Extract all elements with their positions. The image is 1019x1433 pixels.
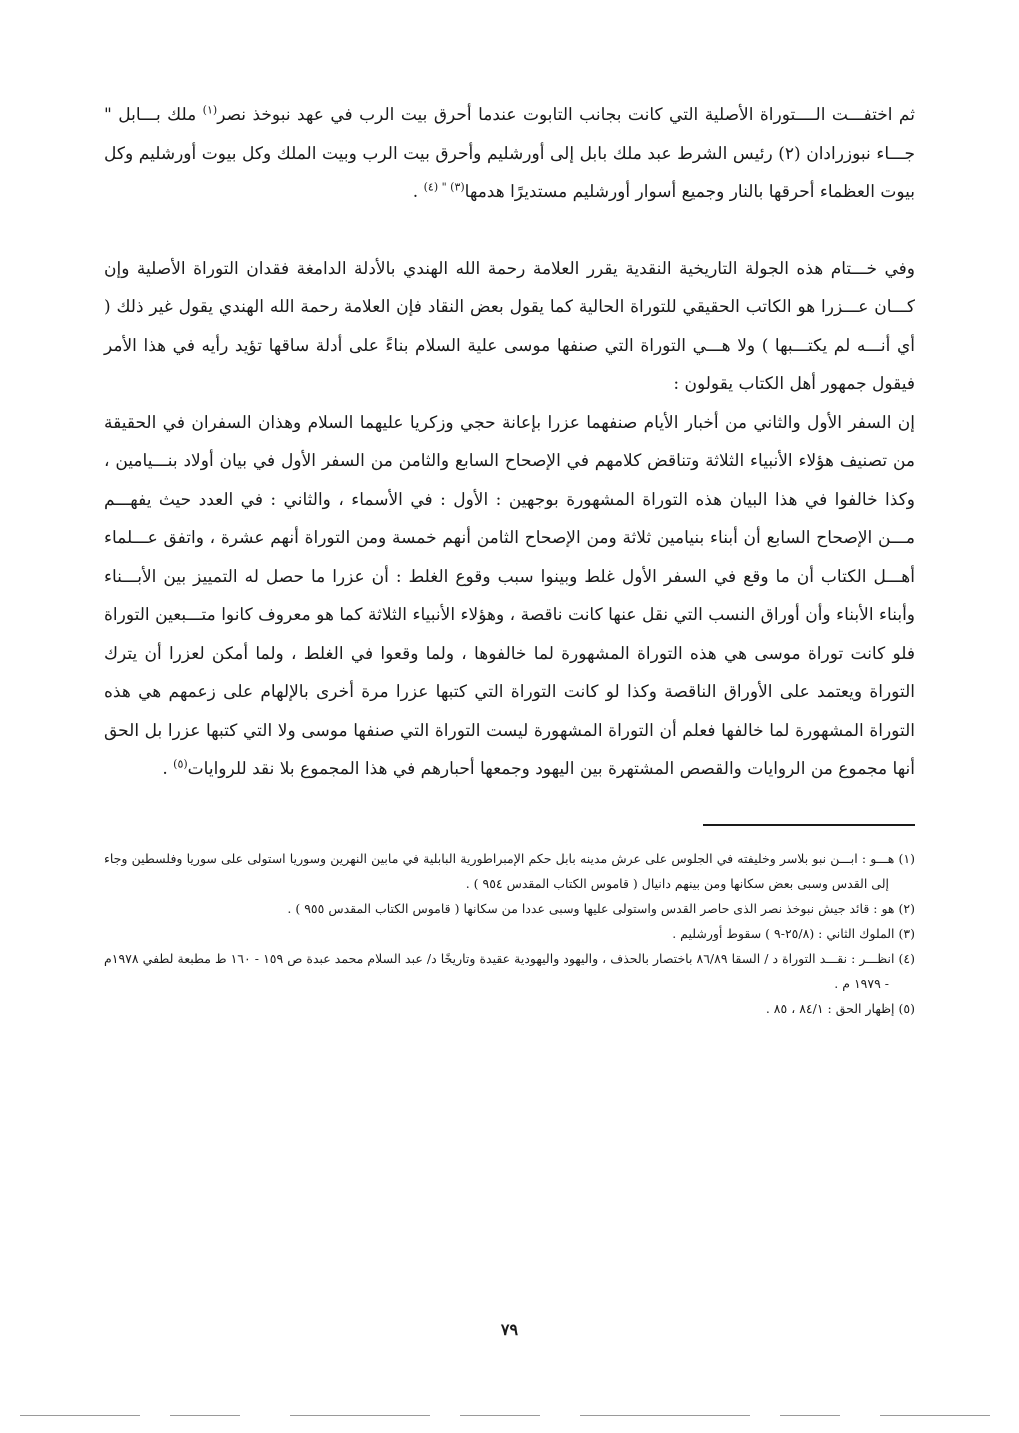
paragraph-2-text: وفي خـــتام هذه الجولة التاريخية النقدية يقرر العلامة رحمة الله الهندي بالأدلة الدامغة فقدان التوراة الأصلية وإن كـــان عـــزرا هو الكاتب الحقيقي للتوراة الحالية كما يقول بعض النقاد فإن العلامة رحمة الله الهندي يقول غير ذلك ( أي أنـــه لم يكتـــبها ) ولا هـــي التوراة التي صنفها موسى علية السلام بناءً على أدلة ساقها تؤيد رأيه في هذا الأمر فيقول جمهور أهل الكتاب يقولون : [104,258,915,394]
paragraph-3 [104,404,915,789]
footnote-ref-1: (١) [202,103,218,117]
scan-edge-marks [20,1415,999,1417]
paragraph-3-tail: . [162,759,174,779]
footnote-text: هـــو : ابـــن نبو بلاسر وخليفته في الجلوس على عرش مدينه بابل حكم الإمبراطورية البابلية في مابين النهرين وسوريا استولى على سوريا وفلسطين وجاء إلى القدس وسبى بعض سكانها ومن بينهم دانيال ( قاموس الكتاب المقدس ٩٥٤ ) . [104,851,895,891]
footnotes [104,846,915,1021]
footnote-ref-5: (٥) [173,757,188,771]
footnote-separator [703,824,915,826]
footnote-mark: (٢) [898,901,915,916]
footnote-5 [104,996,915,1021]
paragraph-1-text: ثم اختفـــت الــــتوراة الأصلية التي كانت بجانب التابوت عندما أحرق بيت الرب في عهد نبوخذ نصر [217,105,915,125]
footnote-mark: (٤) [898,951,915,966]
footnote-3 [104,921,915,946]
paragraph-2 [104,250,915,404]
footnote-text: الملوك الثاني : (٢٥/٨-٩ ) سقوط أورشليم . [672,926,895,941]
footnote-text: انظـــر : نقـــد التوراة د / السقا ٨٦/٨٩ باختصار بالحذف ، واليهود واليهودية عقيدة وتاريخًا د/ عبد السلام محمد عبدة ص ١٥٩ - ١٦٠ ط مطبعة لطفي ١٩٧٨م - ١٩٧٩ م . [104,951,895,991]
paragraph-1-end: . [412,182,424,202]
paragraph-1-tail: ملك بـــابل " جـــاء نبوزرادان (٢) رئيس الشرط عبد ملك بابل إلى أورشليم وأحرق بيت الرب وبيت الملك وكل بيوت أورشليم وكل بيوت العظماء أحرقها بالنار وجميع أسوار أورشليم مستديرًا هدمها [104,105,915,202]
footnote-text: هو : قائد جيش نبوخذ نصر الذى حاصر القدس واستولى عليها وسبى عددا من سكانها ( قاموس الكتاب المقدس ٩٥٥ ) . [287,901,895,916]
footnote-text: إظهار الحق : ٨٤/١ ، ٨٥ . [765,1001,895,1016]
main-text [104,96,915,789]
footnote-ref-3-4: (٣) " (٤) [423,180,465,194]
footnote-4 [104,946,915,996]
page-number: ٧٩ [500,1320,519,1339]
footnote-mark: (٣) [898,926,915,941]
footnote-1 [104,846,915,896]
paragraph-3-text: إن السفر الأول والثاني من أخبار الأيام صنفهما عزرا بإعانة حجي وزكريا عليهما السلام وهذان السفران في الحقيقة من تصنيف هؤلاء الأنبياء الثلاثة وتناقض كلامهم في الإصحاح السابع والثامن من السفر الأول في بيان أولاد بنـــيامين ، وكذا خالفوا في هذا البيان هذه التوراة المشهورة بوجهين : الأول : في الأسماء ، والثاني : في العدد حيث يفهـــم مـــن الإصحاح السابع أن أبناء بنيامين ثلاثة ومن الإصحاح الثامن أنهم خمسة ومن التوراة أنهم عشرة ، واتفق عـــلماء أهـــل الكتاب أن ما وقع في السفر الأول غلط وبينوا سبب وقوع الغلط : أن عزرا ما حصل له التمييز بين الأبـــناء وأبناء الأبناء وأن أوراق النسب التي نقل عنها كانت ناقصة ، وهؤلاء الأنبياء الثلاثة كما هو معروف كانوا متـــبعين التوراة فلو كانت توراة موسى هي هذه التوراة المشهورة لما خالفوها ، ولما وقعوا في الغلط ، ولما أمكن لعزرا أن يترك التوراة ويعتمد على الأوراق الناقصة وكذا لو كانت التوراة التي كتبها عزرا مرة أخرى بالإلهام على زعمهم هي هذه التوراة المشهورة لما خالفها فعلم أن التوراة المشهورة ليست التوراة التي صنفها موسى ولا التي كتبها عزرا بل الحق أنها مجموع من الروايات والقصص المشتهرة بين اليهود وجمعها أحبارهم في هذا المجموع بلا نقد للروايات [104,412,915,779]
footnote-mark: (٥) [898,1001,915,1016]
paragraph-1 [104,96,915,212]
footnote-mark: (١) [898,851,915,866]
footnote-2 [104,896,915,921]
